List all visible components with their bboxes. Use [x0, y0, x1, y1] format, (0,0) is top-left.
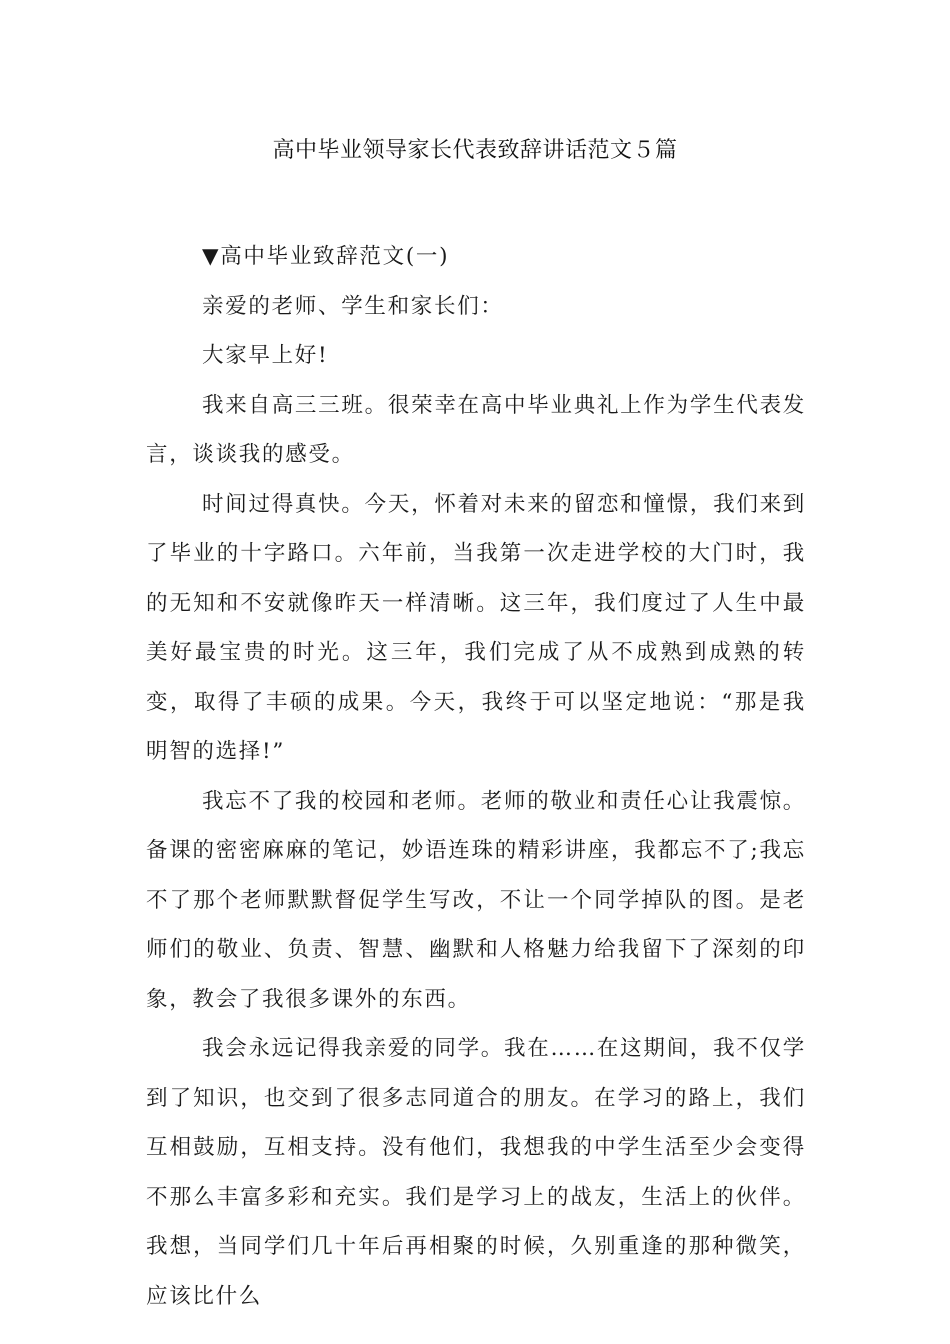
body-paragraph: 时间过得真快。今天，怀着对未来的留恋和憧憬，我们来到了毕业的十字路口。六年前，当我第一次走进学校的大门时，我的无知和不安就像昨天一样清晰。这三年，我们度过了人生中最美好最宝贵的时光。这三年，我们完成了从不成熟到成熟的转变，取得了丰硕的成果。今天，我终于可以坚定地说：“那是我明智的选择!” — [146, 491, 806, 764]
body-paragraph: 我来自高三三班。很荣幸在高中毕业典礼上作为学生代表发言，谈谈我的感受。 — [146, 392, 806, 467]
body-paragraph: 我忘不了我的校园和老师。老师的敬业和责任心让我震惊。备课的密密麻麻的笔记，妙语连珠的精彩讲座，我都忘不了;我忘不了那个老师默默督促学生写改，不让一个同学掉队的图。是老师们的敬业、负责、智慧、幽默和人格魅力给我留下了深刻的印象，教会了我很多课外的东西。 — [146, 788, 806, 1012]
greeting: 大家早上好! — [202, 343, 329, 368]
salutation: 亲爱的老师、学生和家长们： — [202, 293, 504, 319]
section-heading: ▼高中毕业致辞范文(一) — [202, 244, 450, 269]
body-paragraph: 我会永远记得我亲爱的同学。我在……在这期间，我不仅学到了知识，也交到了很多志同道合的朋友。在学习的路上，我们互相鼓励，互相支持。没有他们，我想我的中学生活至少会变得不那么丰富多彩和充实。我们是学习上的战友，生活上的伙伴。我想，当同学们几十年后再相聚的时候，久别重逢的那种微笑，应该比什么 — [146, 1036, 806, 1309]
document-title: 高中毕业领导家长代表致辞讲话范文５篇 — [272, 138, 678, 163]
document-body — [146, 232, 806, 1321]
